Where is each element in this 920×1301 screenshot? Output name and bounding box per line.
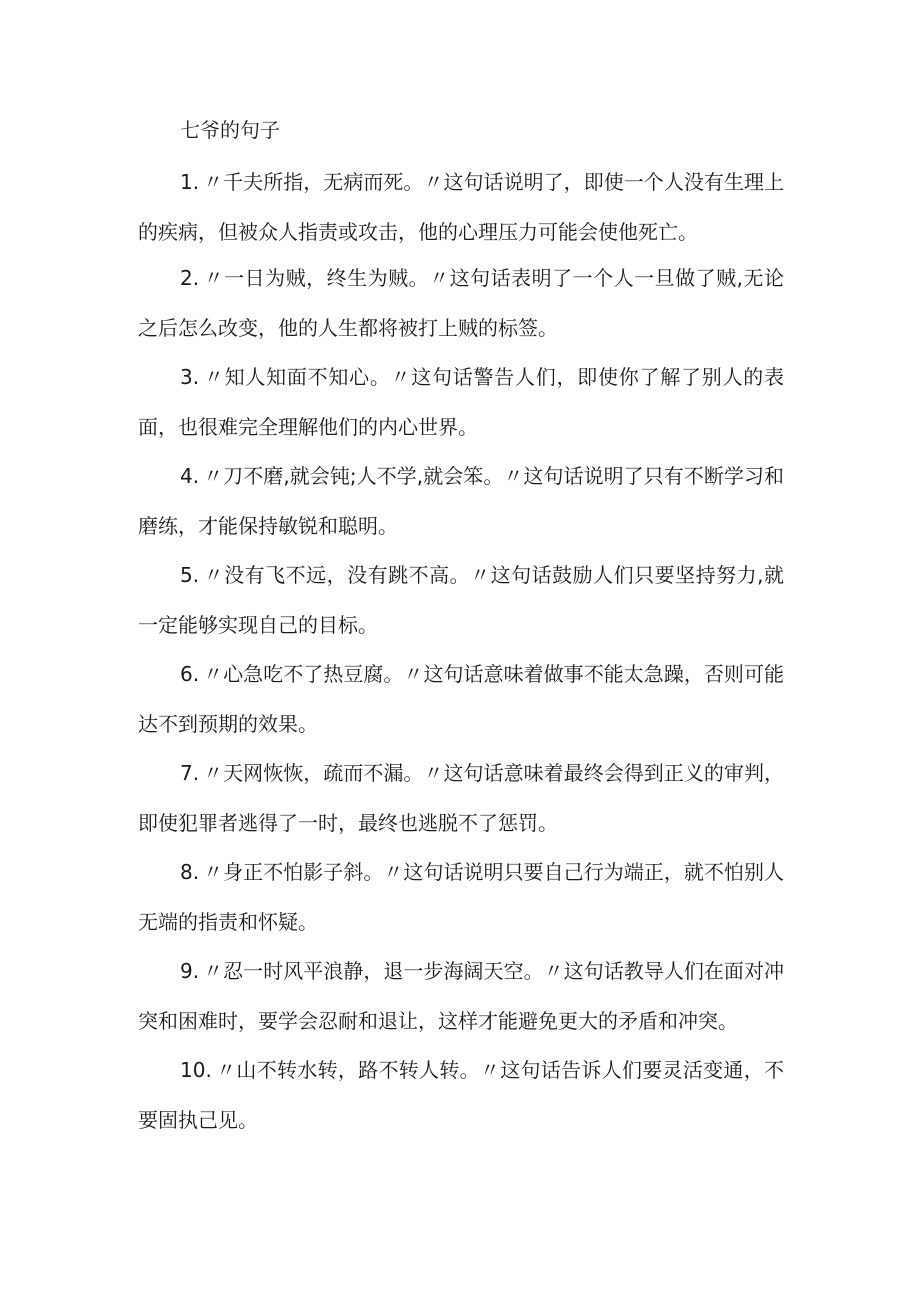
entry-number: 10. (180, 1058, 212, 1082)
entry-number: 2. (180, 266, 200, 290)
entry-text: 〃没有飞不远，没有跳不高。〃这句话鼓励人们只要坚持努力,就一定能够实现自己的目标。 (138, 563, 784, 637)
entry-text: 〃千夫所指，无病而死。〃这句话说明了，即使一个人没有生理上的疾病，但被众人指责或攻击，他的心理压力可能会使他死亡。 (138, 170, 784, 244)
entry-number: 9. (180, 959, 200, 983)
entry-text: 〃一日为贼，终生为贼。〃这句话表明了一个人一旦做了贼,无论之后怎么改变，他的人生都将被打上贼的标签。 (138, 266, 784, 340)
entry-text: 〃山不转水转，路不转人转。〃这句话告诉人们要灵活变通，不要固执己见。 (138, 1058, 784, 1132)
entry-number: 7. (180, 761, 200, 785)
quote-entry-10 (138, 1045, 784, 1145)
entry-text: 〃天网恢恢，疏而不漏。〃这句话意味着最终会得到正义的审判，即使犯罪者逃得了一时，最终也逃脱不了惩罚。 (138, 761, 784, 835)
entry-number: 8. (180, 860, 200, 884)
entry-number: 1. (180, 170, 200, 194)
entry-text: 〃知人知面不知心。〃这句话警告人们，即使你了解了别人的表面，也很难完全理解他们的内心世界。 (138, 365, 784, 439)
entry-text: 〃忍一时风平浪静，退一步海阔天空。〃这句话教导人们在面对冲突和困难时，要学会忍耐和退让，这样才能避免更大的矛盾和冲突。 (138, 959, 784, 1033)
quote-entry-1 (138, 157, 784, 257)
entry-text: 〃心急吃不了热豆腐。〃这句话意味着做事不能太急躁，否则可能达不到预期的效果。 (138, 662, 784, 736)
quote-entry-3 (138, 352, 784, 452)
entry-number: 6. (180, 662, 200, 686)
quote-entry-5 (138, 550, 784, 650)
entry-number: 4. (180, 464, 200, 488)
quote-entry-9 (138, 946, 784, 1046)
quote-entry-8 (138, 847, 784, 947)
quote-entry-7 (138, 748, 784, 848)
quote-entry-2 (138, 253, 784, 353)
entry-number: 3. (180, 365, 200, 389)
entry-text: 〃身正不怕影子斜。〃这句话说明只要自己行为端正，就不怕别人无端的指责和怀疑。 (138, 860, 784, 934)
entry-number: 5. (180, 563, 200, 587)
quote-entry-6 (138, 649, 784, 749)
document-title: 七爷的句子 (180, 118, 280, 142)
quote-entry-4 (138, 451, 784, 551)
entry-text: 〃刀不磨,就会钝;人不学,就会笨。〃这句话说明了只有不断学习和磨练，才能保持敏锐和聪明。 (138, 464, 784, 538)
